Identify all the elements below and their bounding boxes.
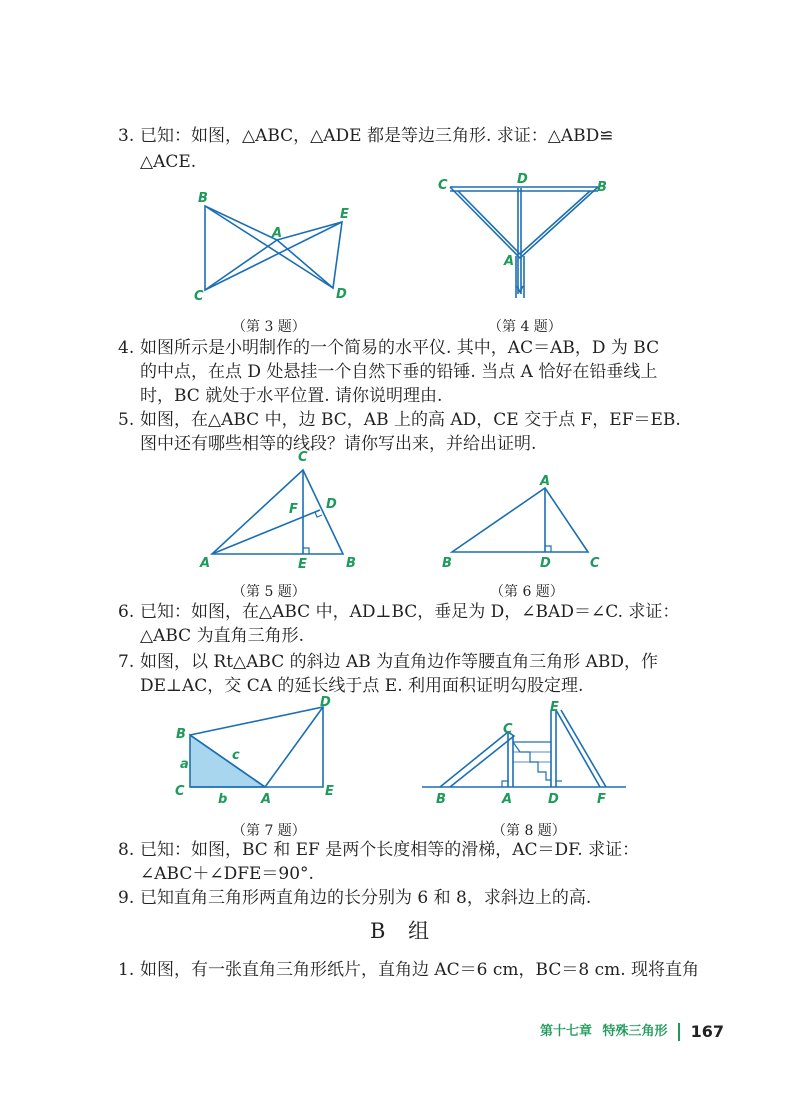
problem-b1-line-1: 如图，有一张直角三角形纸片，直角边 AC＝6 cm，BC＝8 cm. 现将直角 — [140, 960, 700, 980]
problem-number: 7. — [118, 652, 135, 672]
fig7-label-c: C — [175, 784, 185, 799]
fig6-label-b: B — [442, 556, 452, 571]
problem-number: 4. — [118, 338, 135, 358]
problem-number: 6. — [118, 602, 135, 622]
fig5-label-f: F — [289, 502, 298, 517]
figure-6 — [440, 470, 600, 565]
problem-3-line-1: 已知：如图，△ABC，△ADE 都是等边三角形. 求证：△ABD≌ — [140, 126, 614, 146]
problem-number: 5. — [118, 410, 135, 430]
problem-7-line-2: DE⊥AC，交 CA 的延长线于点 E. 利用面积证明勾股定理. — [140, 676, 584, 696]
fig3-label-e: E — [340, 207, 349, 222]
slide-ef — [556, 710, 606, 787]
problem-8-line-1: 已知：如图，BC 和 EF 是两个长度相等的滑梯，AC＝DF. 求证： — [140, 840, 640, 860]
triangle-abc — [452, 488, 588, 552]
problem-number: 1. — [118, 960, 135, 980]
chapter-label: 第十七章 — [540, 1024, 593, 1039]
fig4-label-c: C — [438, 178, 448, 193]
problem-6-line-2: △ABC 为直角三角形. — [140, 626, 304, 646]
fig6-label-d: D — [540, 556, 551, 571]
fig7-label-b: B — [176, 727, 186, 742]
triangle-abc — [212, 470, 343, 554]
problem-4-line-2: 的中点，在点 D 处悬挂一个自然下垂的铅锤. 当点 A 恰好在铅垂线上 — [140, 362, 658, 382]
fig8-label-a: A — [502, 792, 513, 807]
caption-fig4: （第 4 题） — [488, 319, 562, 335]
fig8-label-e: E — [550, 700, 559, 715]
fig3-label-b: B — [198, 191, 208, 206]
caption-fig3: （第 3 题） — [232, 319, 306, 335]
fig8-label-b: B — [436, 792, 446, 807]
caption-fig8: （第 8 题） — [492, 823, 566, 839]
page-footer — [540, 1020, 724, 1041]
fig4-label-d: D — [517, 172, 528, 187]
fig5-label-b: B — [346, 556, 356, 571]
figure-8 — [420, 700, 630, 795]
fig7-label-a: A — [261, 792, 272, 807]
fig5-label-c: C — [298, 450, 308, 465]
problem-6-line-1: 已知：如图，在△ABC 中，AD⊥BC，垂足为 D，∠BAD＝∠C. 求证： — [140, 602, 680, 622]
fig8-label-c: C — [503, 722, 513, 737]
triangle-ade — [277, 222, 342, 288]
caption-fig5: （第 5 题） — [232, 584, 306, 600]
page-number: 167 — [690, 1022, 725, 1041]
group-b-heading: B 组 — [370, 919, 438, 943]
problem-3-line-2: △ACE. — [140, 152, 197, 172]
fig7-label-d: D — [320, 695, 331, 710]
fig7-label-c-side: c — [232, 748, 240, 763]
fig6-label-a: A — [540, 474, 551, 489]
problem-5-line-1: 如图，在△ABC 中，边 BC，AB 上的高 AD，CE 交于点 F，EF＝EB. — [140, 410, 681, 430]
fig3-label-a: A — [272, 226, 283, 241]
problem-number: 3. — [118, 126, 135, 146]
problem-number: 9. — [118, 888, 135, 908]
problem-4-line-3: 时，BC 就处于水平位置. 请你说明理由. — [140, 386, 443, 406]
fig3-label-d: D — [336, 287, 347, 302]
figure-5 — [200, 460, 360, 565]
figure-7 — [175, 695, 335, 795]
problem-7-line-1: 如图，以 Rt△ABC 的斜边 AB 为直角边作等腰直角三角形 ABD，作 — [140, 652, 658, 672]
problem-number: 8. — [118, 840, 135, 860]
fig8-label-f: F — [597, 792, 606, 807]
triangle-abc — [205, 206, 277, 290]
fig7-label-b-side: b — [218, 792, 228, 807]
fig7-label-e: E — [325, 784, 334, 799]
segment-ad — [265, 707, 323, 787]
problem-5-line-2: 图中还有哪些相等的线段？请你写出来，并给出证明. — [140, 434, 537, 454]
caption-fig6: （第 6 题） — [490, 584, 564, 600]
slide-bc — [440, 732, 514, 787]
footer-divider — [678, 1023, 680, 1041]
fig4-label-b: B — [597, 180, 607, 195]
problem-9-line-1: 已知直角三角形两直角边的长分别为 6 和 8，求斜边上的高. — [140, 888, 592, 908]
fig4-label-a: A — [504, 254, 515, 269]
fig6-label-c: C — [590, 556, 600, 571]
fig7-label-a-side: a — [180, 757, 189, 772]
problem-4-line-1: 如图所示是小明制作的一个简易的水平仪. 其中，AC＝AB，D 为 BC — [140, 338, 660, 358]
fig5-label-a: A — [200, 556, 211, 571]
fig5-label-d: D — [326, 497, 337, 512]
caption-fig7: （第 7 题） — [232, 823, 306, 839]
fig5-label-e: E — [298, 557, 307, 572]
fig8-label-d: D — [548, 792, 559, 807]
problem-8-line-2: ∠ABC＋∠DFE＝90°. — [140, 864, 314, 884]
figure-4 — [440, 176, 610, 301]
fig3-label-c: C — [194, 289, 204, 304]
chapter-title: 特殊三角形 — [602, 1024, 668, 1039]
